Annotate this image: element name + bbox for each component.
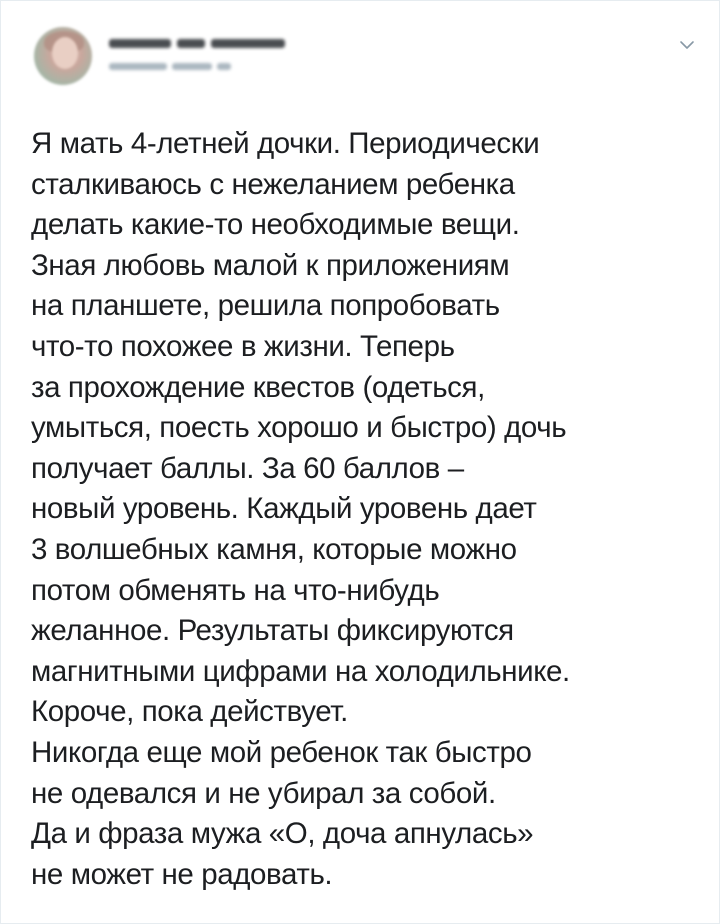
tweet-text-line: Зная любовь малой к приложениям bbox=[31, 248, 510, 282]
tweet-text-line: 3 волшебных камня, которые можно bbox=[31, 532, 517, 566]
tweet-text-line: делать какие-то необходимые вещи. bbox=[31, 208, 520, 242]
tweet-text-line: получает баллы. За 60 баллов – bbox=[31, 451, 464, 485]
tweet-text-line: Я мать 4-летней дочки. Периодически bbox=[31, 127, 540, 160]
tweet-header bbox=[1, 1, 720, 111]
author-handle[interactable] bbox=[109, 59, 239, 73]
user-avatar[interactable] bbox=[34, 27, 92, 85]
tweet-text-line: сталкиваюсь с нежеланием ребенка bbox=[31, 167, 515, 201]
author-display-name[interactable] bbox=[109, 35, 299, 51]
avatar-face bbox=[52, 37, 78, 69]
tweet-text-line: умыться, поесть хорошо и быстро) дочь bbox=[31, 411, 567, 445]
tweet-text-line: Да и фраза мужа «О, доча апнулась» bbox=[31, 817, 534, 851]
tweet-text-line: потом обменять на что-нибудь bbox=[31, 573, 440, 607]
tweet-text-line: магнитными цифрами на холодильнике. bbox=[31, 654, 570, 688]
tweet-text-line: что-то похожее в жизни. Теперь bbox=[31, 329, 455, 363]
tweet-text-line: на планшете, решила попробовать bbox=[31, 289, 500, 323]
tweet-text-line: желанное. Результаты фиксируются bbox=[31, 614, 514, 648]
tweet-text-line: Короче, пока действует. bbox=[31, 695, 348, 729]
tweet-text-line: новый уровень. Каждый уровень дает bbox=[31, 492, 537, 526]
tweet-text bbox=[31, 124, 711, 895]
chevron-down-icon[interactable] bbox=[677, 35, 697, 55]
tweet-text-line: не одевался и не убирал за собой. bbox=[31, 776, 496, 810]
tweet-text-line: не может не радовать. bbox=[31, 857, 333, 891]
tweet-text-line: за прохождение квестов (одеться, bbox=[31, 370, 485, 404]
tweet-text-line: Никогда еще мой ребенок так быстро bbox=[31, 735, 532, 769]
